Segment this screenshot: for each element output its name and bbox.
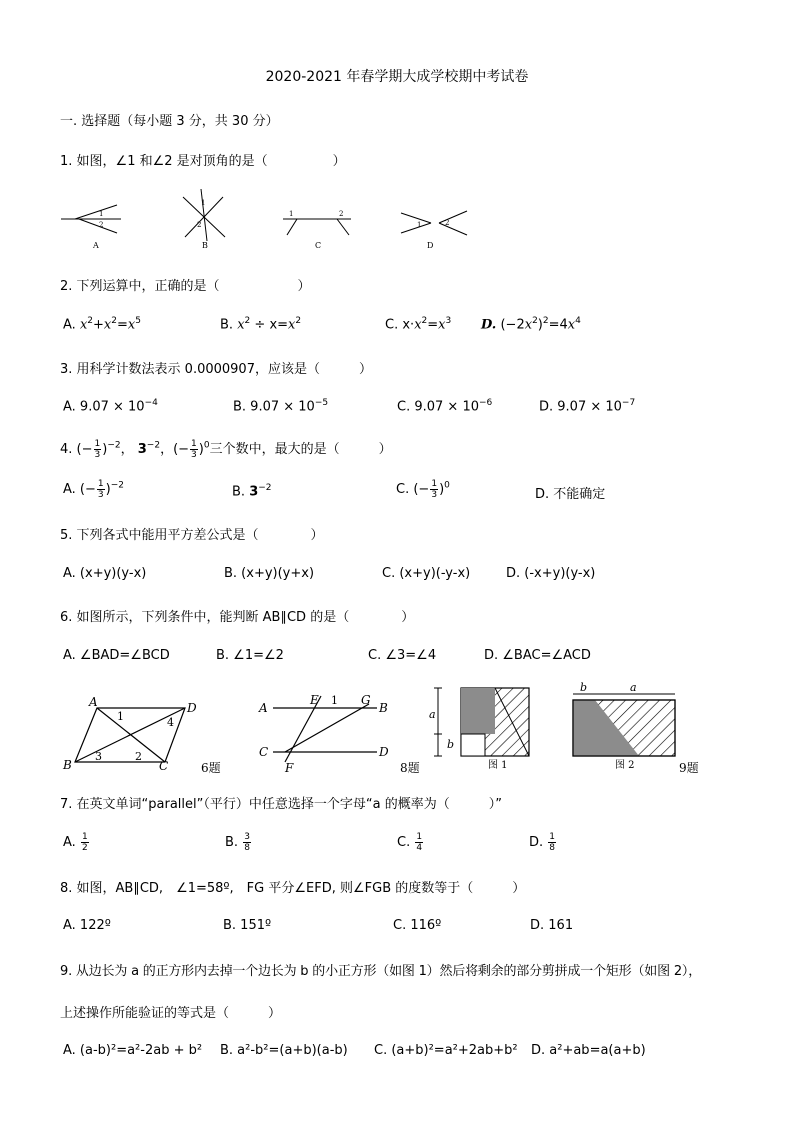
- fig6-label-b: B: [63, 758, 72, 772]
- fig6-angle-2: 2: [135, 750, 142, 763]
- fig9-label-b: b: [447, 738, 455, 751]
- question-6-option-c: C. ∠3=∠4: [368, 648, 437, 663]
- question-4-stem: 4. (− $\frac{1}{3}$ )$^{-2}$， $3^{-2}$，(− $\frac{1}{3}$ )$^0$三个数中，最大的是（ ）: [60, 439, 392, 460]
- fig8-label-g: G: [361, 693, 371, 707]
- question-4-option-d: D. 不能确定: [535, 487, 606, 502]
- q1d-angle-2: 2: [445, 219, 450, 227]
- question-7-option-d: D. $\frac{1}{8}$: [529, 832, 556, 853]
- fig9-caption-1: 图 1: [488, 760, 508, 771]
- question-5-option-c: C. (x+y)(-y-x): [382, 566, 471, 581]
- fig8-label-a: A: [259, 701, 268, 715]
- question-8-stem: 8. 如图，AB∥CD, ∠1=58º, FG 平分∠EFD, 则∠FGB 的度数等于（ ）: [60, 881, 526, 896]
- question-8-option-d: D. 161: [530, 918, 574, 933]
- fig6-angle-1: 1: [117, 710, 124, 723]
- fig8-angle-1: 1: [331, 694, 338, 707]
- fig9-caption: 9题: [679, 761, 699, 775]
- figure-9: [429, 682, 699, 775]
- section-heading: 一. 选择题（每小题 3 分，共 30 分）: [60, 114, 279, 129]
- q1d-angle-1: 1: [417, 221, 422, 229]
- question-3-option-c: C. $9.07 \times 10^{-6}$: [397, 398, 493, 415]
- question-2-option-c: C. $x\cdot x^2=x^3$: [385, 316, 452, 333]
- figure-6: [62, 695, 221, 775]
- fig9-label-a2: a: [630, 682, 637, 694]
- question-9-option-c: C. (a+b)²=a²+2ab+b²: [374, 1043, 518, 1058]
- question-6-option-d: D. ∠BAC=∠ACD: [484, 648, 591, 663]
- question-5-option-a: A. (x+y)(y-x): [63, 566, 147, 581]
- question-3-option-b: B. $9.07 \times 10^{-5}$: [233, 398, 329, 415]
- question-4-option-b: B. $3^{-2}$: [232, 483, 272, 500]
- question-2-option-b: B. $x^2 \div x=x^2$: [220, 316, 302, 333]
- q1b-angle-1: 1: [201, 199, 206, 207]
- question-9-option-d: D. a²+ab=a(a+b): [531, 1043, 646, 1058]
- question-6-stem: 6. 如图所示，下列条件中，能判断 AB∥CD 的是（ ）: [60, 610, 415, 625]
- question-6-option-b: B. ∠1=∠2: [216, 648, 284, 663]
- question-2-stem: 2. 下列运算中，正确的是（ ）: [60, 279, 311, 294]
- question-9-option-a: A. (a-b)²=a²-2ab + b²: [63, 1043, 203, 1058]
- question-5-option-b: B. (x+y)(y+x): [224, 566, 315, 581]
- question-7-stem: 7. 在英文单词“parallel”（平行）中任意选择一个字母“a 的概率为（ ）”: [60, 797, 502, 812]
- fig6-angle-3: 3: [95, 750, 102, 763]
- question-7-option-c: C. $\frac{1}{4}$: [397, 832, 423, 853]
- fig9-label-b2: b: [580, 682, 588, 694]
- q1-figure-b: [183, 189, 225, 250]
- q1b-angle-2: 2: [197, 221, 202, 229]
- question-3-option-a: A. $9.07 \times 10^{-4}$: [63, 398, 158, 415]
- q1c-angle-2: 2: [339, 210, 344, 218]
- question-5-option-d: D. (-x+y)(y-x): [506, 566, 596, 581]
- fig9-caption-2: 图 2: [615, 760, 635, 771]
- figure-8: [258, 693, 420, 775]
- fig8-label-e: E: [310, 693, 319, 707]
- q1-figure-c: [283, 210, 351, 250]
- question-6-option-a: A. ∠BAD=∠BCD: [63, 648, 170, 663]
- page-title: 2020-2021 年春学期大成学校期中考试卷: [265, 69, 529, 85]
- fig8-label-c: C: [259, 745, 269, 759]
- figures-row: [55, 682, 745, 782]
- question-4-option-a: A. (− $\frac{1}{3}$ )$^{-2}$: [63, 479, 124, 500]
- question-4-option-c: C. (− $\frac{1}{3}$ )$^0$: [396, 479, 450, 500]
- question-9-stem: 9. 从边长为 a 的正方形内去掉一个边长为 b 的小正方形（如图 1）然后将剩余的部分剪拼成一个矩形（如图 2），: [60, 964, 701, 979]
- fig6-label-d: D: [187, 701, 197, 715]
- question-1-figures: [55, 185, 495, 255]
- fig6-label-c: C: [159, 759, 169, 773]
- q1-label-c: C: [315, 241, 322, 250]
- q1a-angle-1: 1: [99, 210, 104, 218]
- fig6-angle-4: 4: [167, 716, 174, 729]
- fig8-caption: 8题: [400, 761, 420, 775]
- question-9-stem-2: 上述操作所能验证的等式是（ ）: [60, 1006, 282, 1021]
- question-2-option-a: A. $x^2+x^2=x^5$: [63, 316, 141, 333]
- question-7-option-a: A. $\frac{1}{2}$: [63, 832, 88, 853]
- fig8-label-f: F: [285, 761, 294, 775]
- question-2-option-d: D. $(-2x^2)^2=4x^4$: [481, 316, 581, 333]
- question-9-option-b: B. a²-b²=(a+b)(a-b): [220, 1043, 348, 1058]
- question-8-option-c: C. 116º: [393, 918, 442, 933]
- q1-label-a: A: [93, 241, 99, 250]
- q1-figure-a: [61, 205, 121, 250]
- question-7-option-b: B. $\frac{3}{8}$: [225, 832, 250, 853]
- question-3-stem: 3. 用科学计数法表示 0.0000907，应该是（ ）: [60, 362, 372, 377]
- fig9-label-a: a: [429, 708, 436, 721]
- q1-label-d: D: [427, 241, 434, 250]
- fig8-label-d: D: [379, 745, 389, 759]
- question-8-option-b: B. 151º: [223, 918, 272, 933]
- question-3-option-d: D. $9.07 \times 10^{-7}$: [539, 398, 636, 415]
- fig6-caption: 6题: [201, 761, 221, 775]
- q1-label-b: B: [202, 241, 208, 250]
- q1a-angle-2: 2: [99, 221, 104, 229]
- fig8-label-b: B: [379, 701, 388, 715]
- q1-figure-d: [401, 211, 467, 250]
- fig6-label-a: A: [89, 695, 98, 709]
- question-5-stem: 5. 下列各式中能用平方差公式是（ ）: [60, 528, 324, 543]
- question-8-option-a: A. 122º: [63, 918, 111, 933]
- q1c-angle-1: 1: [289, 210, 294, 218]
- question-1-stem: 1. 如图，∠1 和∠2 是对顶角的是（ ）: [60, 154, 346, 169]
